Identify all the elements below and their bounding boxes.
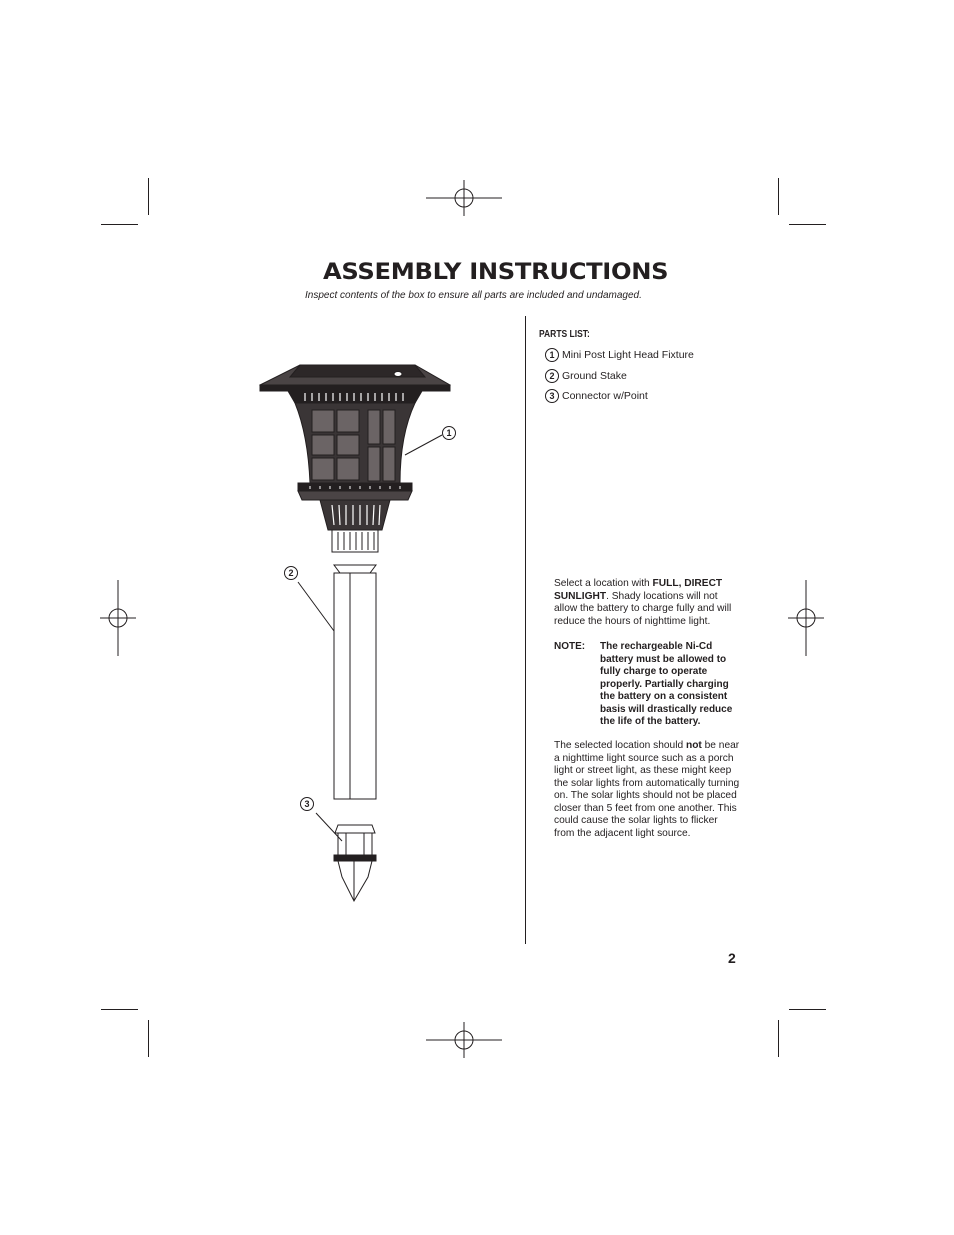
parts-list-heading: PARTS LIST: bbox=[539, 329, 590, 340]
callout-2: 2 bbox=[284, 566, 298, 580]
ground-stake bbox=[334, 565, 376, 799]
connector-with-point bbox=[334, 825, 376, 901]
location-paragraph-2: The selected location should not be near a nighttime light source such as a porch light or street light, as these might keep the solar lights from automatically turning on. The solar lights should not be placed closer than 5 feet from one another. This could cause the solar lights to flicker from the adjacent light source. bbox=[554, 740, 740, 839]
emphasis-not: not bbox=[685, 740, 702, 751]
crop-mark bbox=[778, 178, 779, 215]
part-number: 3 bbox=[545, 389, 559, 403]
crop-mark bbox=[101, 1009, 138, 1010]
light-head-fixture bbox=[260, 365, 450, 552]
parts-list-item bbox=[545, 369, 627, 383]
part-label: Ground Stake bbox=[562, 370, 627, 382]
registration-mark-icon bbox=[788, 580, 824, 656]
crop-mark bbox=[148, 1020, 149, 1057]
callout-3: 3 bbox=[300, 797, 314, 811]
crop-mark bbox=[148, 178, 149, 215]
page-number: 2 bbox=[728, 950, 736, 966]
part-number: 2 bbox=[545, 369, 559, 383]
location-paragraph: Select a location with FULL, DIRECT SUNLIGHT. Shady locations will not allow the battery to charge fully and will reduce the hours of nighttime light. bbox=[554, 578, 732, 627]
column-divider bbox=[525, 316, 526, 944]
part-label: Mini Post Light Head Fixture bbox=[562, 349, 694, 361]
part-label: Connector w/Point bbox=[562, 390, 648, 402]
crop-mark bbox=[789, 224, 826, 225]
lamp-assembly-diagram bbox=[250, 355, 465, 910]
parts-list-item bbox=[545, 389, 648, 403]
note-text: The rechargeable Ni-Cd battery must be allowed to fully charge to operate properly. Partially charging the battery on a consistent basis will drastically reduce the life of the battery. bbox=[600, 641, 733, 727]
note-label: NOTE: bbox=[554, 641, 586, 652]
emphasis-full-sunlight: FULL, DIRECT SUNLIGHT bbox=[554, 578, 723, 602]
crop-mark bbox=[789, 1009, 826, 1010]
page-subtitle: Inspect contents of the box to ensure all parts are included and undamaged. bbox=[305, 290, 642, 301]
page-title: ASSEMBLY INSTRUCTIONS bbox=[323, 260, 669, 285]
registration-mark-icon bbox=[426, 1022, 502, 1058]
registration-mark-icon bbox=[100, 580, 136, 656]
part-number: 1 bbox=[545, 348, 559, 362]
crop-mark bbox=[101, 224, 138, 225]
registration-mark-icon bbox=[426, 180, 502, 216]
parts-list-item bbox=[545, 348, 694, 362]
callout-1: 1 bbox=[442, 426, 456, 440]
crop-mark bbox=[778, 1020, 779, 1057]
